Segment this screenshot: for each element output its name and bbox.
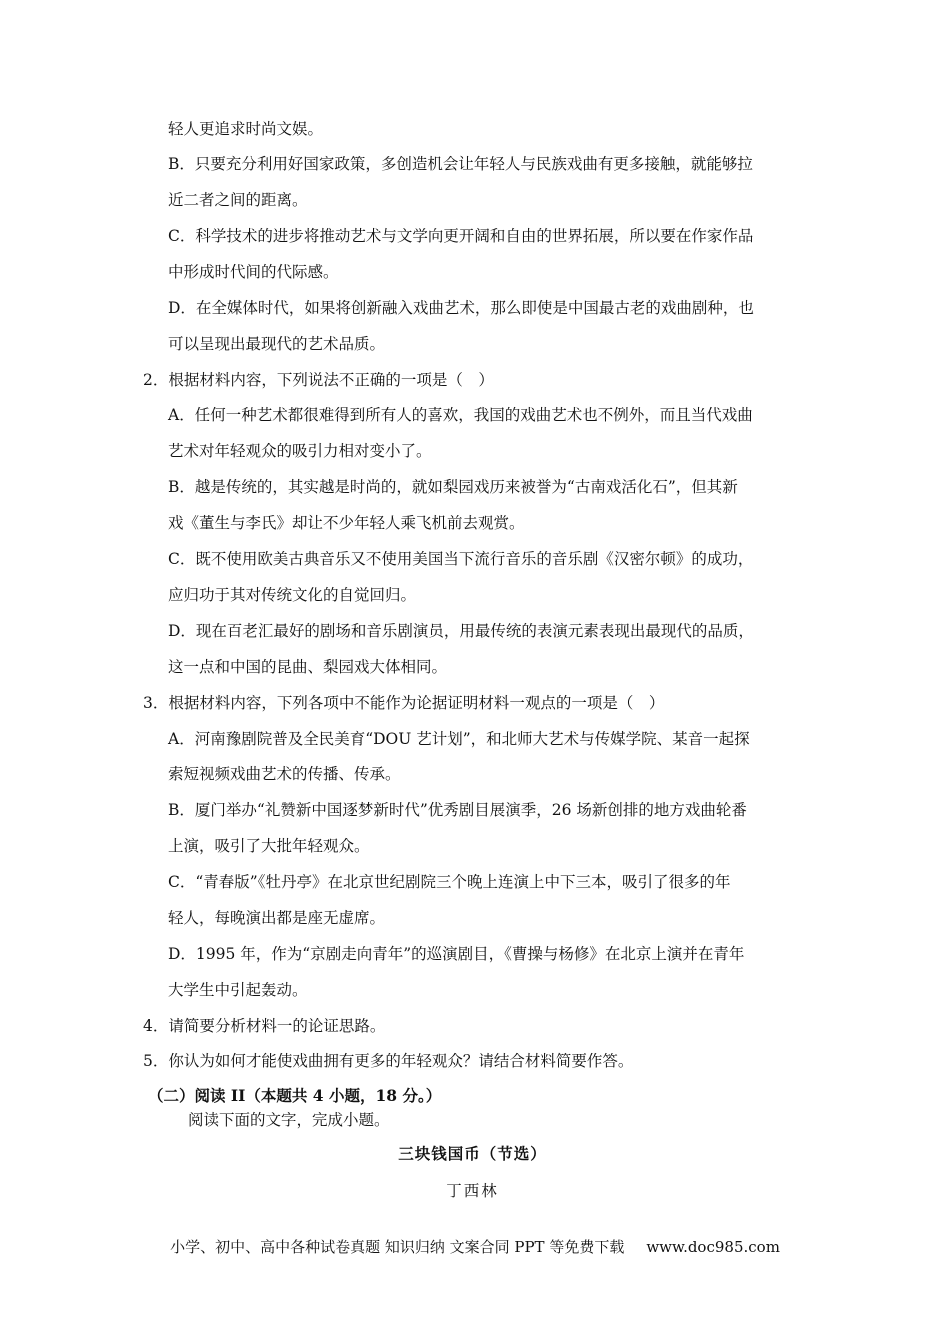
q3-option-c: C．“青春版”《牡丹亭》在北京世纪剧院三个晚上连演上中下三本，吸引了很多的年 [168,873,731,891]
q2-stem: 2．根据材料内容，下列说法不正确的一项是（ ） [143,371,494,389]
q3-option-c-continued: 轻人，每晚演出都是座无虚席。 [168,909,386,927]
footer-url[interactable]: www.doc985.com [646,1238,780,1256]
q2-option-c-continued: 应归功于其对传统文化的自觉回归。 [168,586,417,604]
q1-option-b-continued: 近二者之间的距离。 [168,191,308,209]
q1-option-d: D．在全媒体时代，如果将创新融入戏曲艺术，那么即使是中国最古老的戏曲剧种，也 [168,299,754,317]
q2-option-a-continued: 艺术对年轻观众的吸引力相对变小了。 [168,442,432,460]
q4-stem: 4．请简要分析材料一的论证思路。 [143,1017,386,1035]
q2-option-b: B．越是传统的，其实越是时尚的，就如梨园戏历来被誉为“古南戏活化石”，但其新 [168,478,738,496]
q3-stem: 3．根据材料内容，下列各项中不能作为论据证明材料一观点的一项是（ ） [143,694,665,712]
q2-option-a: A．任何一种艺术都很难得到所有人的喜欢，我国的戏曲艺术也不例外，而且当代戏曲 [168,406,753,424]
page-footer [0,1236,950,1258]
q2-option-d-continued: 这一点和中国的昆曲、梨园戏大体相同。 [168,658,448,676]
q3-option-b: B．厦门举办“礼赞新中国逐梦新时代”优秀剧目展演季，26 场新创排的地方戏曲轮番 [168,801,747,819]
q1-option-d-continued: 可以呈现出最现代的艺术品质。 [168,335,386,353]
q1-option-c: C．科学技术的进步将推动艺术与文学向更开阔和自由的世界拓展，所以要在作家作品 [168,227,754,245]
passage-author: 丁西林 [446,1182,499,1200]
q3-option-a-continued: 索短视频戏曲艺术的传播、传承。 [168,765,401,783]
q3-option-d: D．1995 年，作为“京剧走向青年”的巡演剧目，《曹操与杨修》在北京上演并在青年 [168,945,745,963]
q3-option-a: A．河南豫剧院普及全民美育“DOU 艺计划”，和北师大艺术与传媒学院、某音一起探 [168,730,750,748]
section-instruction: 阅读下面的文字，完成小题。 [188,1111,390,1129]
q1-option-c-continued: 中形成时代间的代际感。 [168,263,339,281]
q1-option-b: B．只要充分利用好国家政策，多创造机会让年轻人与民族戏曲有更多接触，就能够拉 [168,155,753,173]
q2-option-c: C．既不使用欧美古典音乐又不使用美国当下流行音乐的音乐剧《汉密尔顿》的成功， [168,550,754,568]
q5-stem: 5．你认为如何才能使戏曲拥有更多的年轻观众？请结合材料简要作答。 [143,1052,634,1070]
q1-option-a-continued: 轻人更追求时尚文娱。 [168,120,324,138]
section-heading: （二）阅读 II（本题共 4 小题，18 分。） [148,1086,442,1105]
q3-option-b-continued: 上演，吸引了大批年轻观众。 [168,837,370,855]
q2-option-b-continued: 戏《董生与李氏》却让不少年轻人乘飞机前去观赏。 [168,514,525,532]
q3-option-d-continued: 大学生中引起轰动。 [168,981,308,999]
passage-title: 三块钱国币（节选） [398,1144,547,1163]
q2-option-d: D．现在百老汇最好的剧场和音乐剧演员，用最传统的表演元素表现出最现代的品质， [168,622,754,640]
footer-text: 小学、初中、高中各种试卷真题 知识归纳 文案合同 PPT 等免费下载 [170,1238,625,1256]
